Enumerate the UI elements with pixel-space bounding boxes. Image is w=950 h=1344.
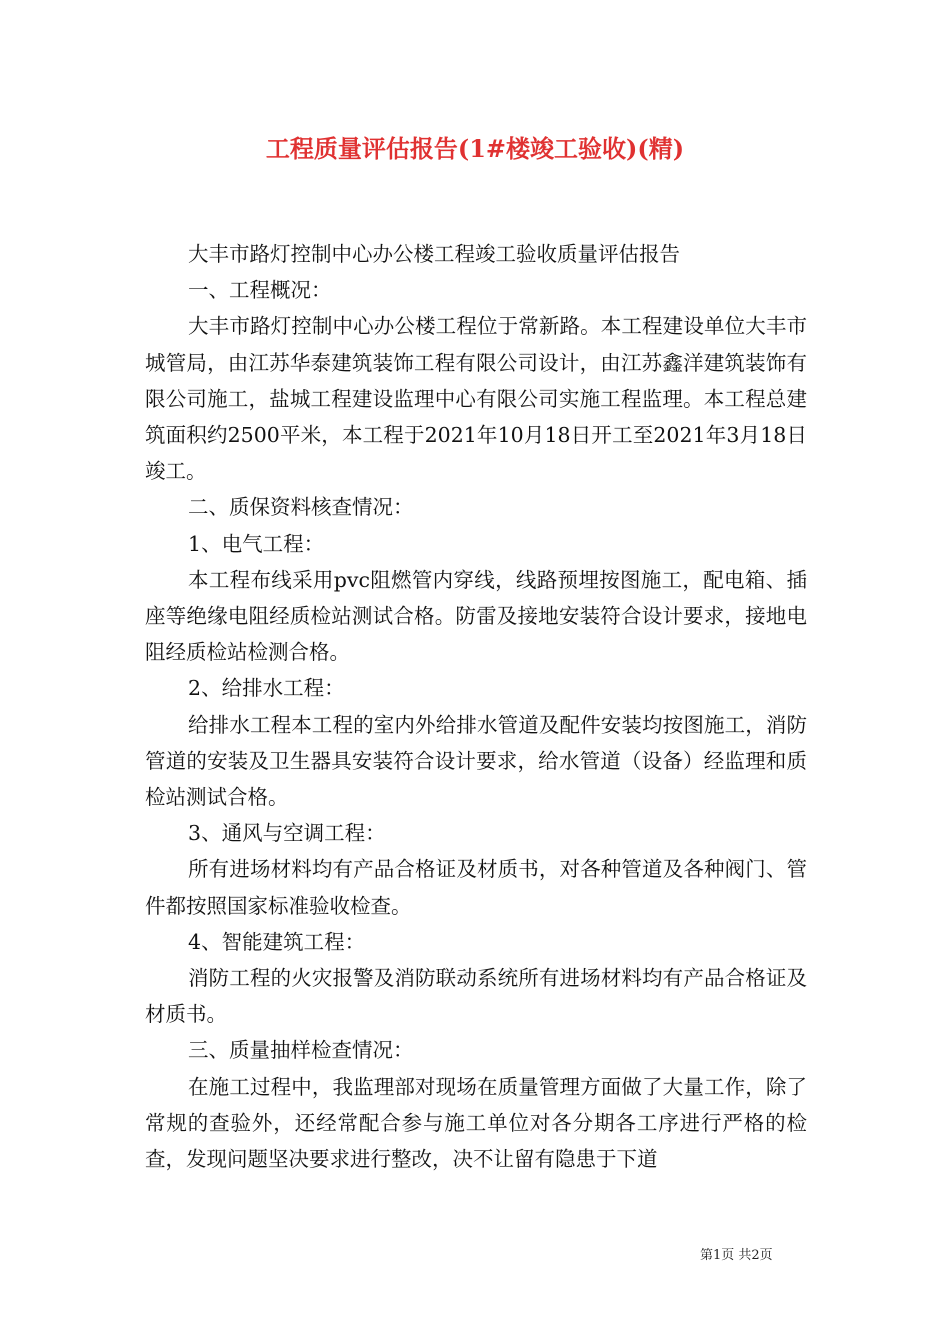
subheading-intelligent-building: 4、智能建筑工程： xyxy=(188,929,366,954)
intelligent-building-paragraph: 消防工程的火灾报警及消防联动系统所有进场材料均有产品合格证及材质书。 xyxy=(145,966,807,1027)
document-body xyxy=(145,236,807,1177)
subheading-hvac: 3、通风与空调工程： xyxy=(188,821,386,846)
subheading-plumbing: 2、给排水工程： xyxy=(188,676,345,701)
report-heading: 大丰市路灯控制中心办公楼工程竣工验收质量评估报告 xyxy=(188,242,681,266)
electrical-paragraph: 本工程布线采用pvc阻燃管内穿线，线路预埋按图施工，配电箱、插座等绝缘电阻经质检站测试合格。防雷及接地安装符合设计要求，接地电阻经质检站检测合格。 xyxy=(145,567,807,665)
overview-paragraph: 大丰市路灯控制中心办公楼工程位于常新路。本工程建设单位大丰市城管局，由江苏华泰建筑装饰工程有限公司设计，由江苏鑫洋建筑装饰有限公司施工，盐城工程建设监理中心有限公司实施工程监理。本工程总建筑面积约2500平米，本工程于2021年10月18日开工至2021年3月18日竣工。 xyxy=(145,314,807,484)
sampling-paragraph: 在施工过程中，我监理部对现场在质量管理方面做了大量工作，除了常规的查验外，还经常配合参与施工单位对各分期各工序进行严格的检查，发现问题坚决要求进行整改，决不让留有隐患于下道 xyxy=(145,1074,807,1172)
section-heading-overview: 一、工程概况： xyxy=(188,278,332,303)
plumbing-paragraph: 给排水工程本工程的室内外给排水管道及配件安装均按图施工，消防管道的安装及卫生器具安装符合设计要求，给水管道（设备）经监理和质检站测试合格。 xyxy=(145,712,807,810)
subheading-electrical: 1、电气工程： xyxy=(188,531,325,556)
hvac-paragraph: 所有进场材料均有产品合格证及材质书，对各种管道及各种阀门、管件都按照国家标准验收检查。 xyxy=(145,857,807,918)
section-heading-sampling: 三、质量抽样检查情况： xyxy=(188,1038,414,1063)
section-heading-documents: 二、质保资料核查情况： xyxy=(188,495,414,520)
document-title: 工程质量评估报告(1#楼竣工验收)(精) xyxy=(265,134,685,163)
page-number: 第1页 共2页 xyxy=(700,1248,773,1263)
